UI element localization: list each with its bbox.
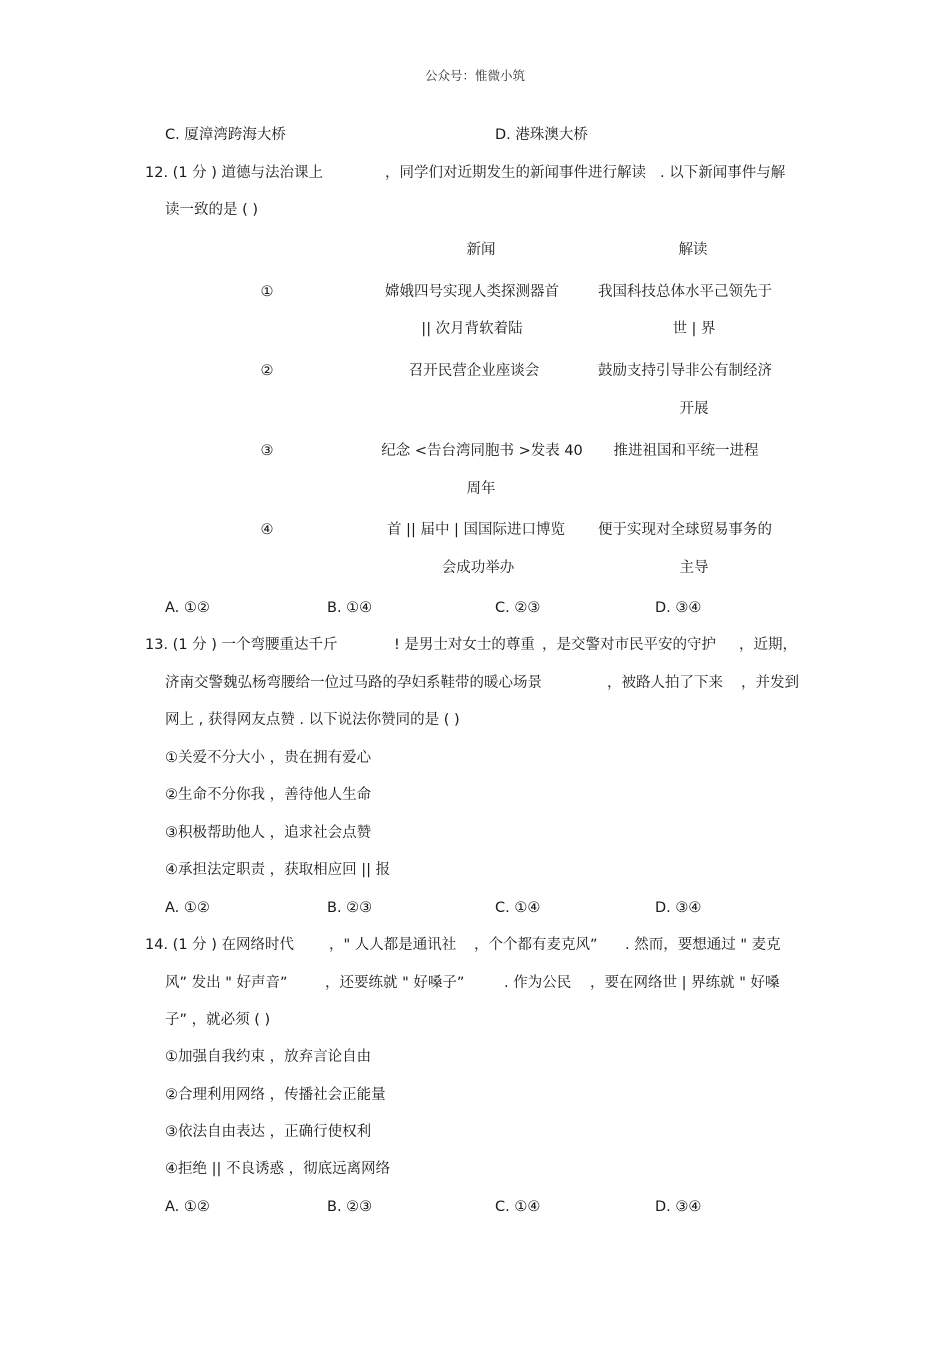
q12-option-d: D. ③④	[655, 600, 702, 616]
q13-item-2: ②生命不分你我 ，善待他人生命	[165, 787, 372, 803]
row-1-news-cont: || 次月背软着陆	[421, 321, 523, 337]
q13-stem-part1: 13. (1 分 ) 一个弯腰重达千斤	[145, 637, 338, 653]
q13-stem-part4: ，近期，	[739, 637, 797, 653]
row-1-number: ①	[260, 284, 274, 300]
q12-option-a: A. ①②	[165, 600, 210, 616]
page-header: 公众号：惟微小筑	[424, 68, 526, 83]
row-2-number: ②	[260, 363, 274, 379]
q14-stem-part1: 14. (1 分 ) 在网络时代	[145, 937, 295, 953]
row-1-interpretation-cont: 世 | 界	[672, 321, 716, 337]
row-3-news-cont: 周年	[466, 481, 496, 497]
q12-stem-part3: . 以下新闻事件与解	[660, 165, 786, 181]
row-1-interpretation: 我国科技总体水平己领先于	[598, 284, 772, 300]
q11-option-d: D. 港珠澳大桥	[495, 127, 588, 143]
row-4-number: ④	[260, 522, 274, 538]
q13-stem-line3: 网上 , 获得网友点赞 . 以下说法你赞同的是 ( )	[165, 712, 460, 728]
q12-option-b: B. ①④	[327, 600, 373, 616]
row-2-news: 召开民营企业座谈会	[408, 363, 540, 379]
q13-item-1: ①关爱不分大小 ，贵在拥有爱心	[165, 750, 372, 766]
row-1-news: 嫦娥四号实现人类探测器首	[385, 284, 559, 300]
q11-option-c: C. 厦漳湾跨海大桥	[165, 127, 286, 143]
q14-item-1: ①加强自我约束 ，放弃言论自由	[165, 1049, 372, 1065]
q13-item-4: ④承担法定职责 ，获取相应回 || 报	[165, 862, 391, 878]
q14-stem-line2-part2: ，还要练就 " 好嗓子ˮ	[325, 975, 465, 991]
row-3-interpretation: 推进祖国和平统一进程	[613, 443, 759, 459]
row-2-interpretation-cont: 开展	[679, 401, 709, 417]
row-3-news: 纪念 <告台湾同胞书 >发表 40	[381, 443, 583, 459]
q13-option-c: C. ①④	[495, 900, 541, 916]
q14-item-4: ④拒绝 || 不良诱惑 ，彻底远离网络	[165, 1161, 391, 1177]
q13-option-b: B. ②③	[327, 900, 373, 916]
q14-stem-part3: ，个个都有麦克风ˮ	[474, 937, 598, 953]
row-4-news-cont: 会成功举办	[441, 560, 515, 576]
q14-stem-line2-part4: ，要在网络世 | 界练就 " 好嗓	[590, 975, 780, 991]
q14-item-3: ③依法自由表达 ，正确行使权利	[165, 1124, 372, 1140]
q14-option-b: B. ②③	[327, 1199, 373, 1215]
q13-stem-line2-part1: 济南交警魏弘杨弯腰给一位过马路的孕妇系鞋带的暖心场景	[165, 675, 542, 691]
q12-stem-line2: 读一致的是 ( )	[165, 202, 259, 218]
q13-stem-line2-part3: ，并发到	[741, 675, 799, 691]
q14-item-2: ②合理利用网络 ，传播社会正能量	[165, 1087, 386, 1103]
q13-option-d: D. ③④	[655, 900, 702, 916]
row-4-interpretation: 便于实现对全球贸易事务的	[598, 522, 772, 538]
q14-stem-line2-part1: 风ˮ 发出 " 好声音ˮ	[165, 975, 288, 991]
q14-option-a: A. ①②	[165, 1199, 210, 1215]
q14-stem-line3: 子ˮ ，就必须 ( )	[165, 1012, 271, 1028]
row-3-number: ③	[260, 443, 274, 459]
q12-stem-part1: 12. (1 分 ) 道德与法治课上	[145, 165, 324, 181]
q14-stem-part2: ，" 人人都是通讯社	[329, 937, 457, 953]
row-2-interpretation: 鼓励支持引导非公有制经济	[598, 363, 772, 379]
q13-item-3: ③积极帮助他人 ，追求社会点赞	[165, 825, 372, 841]
q13-stem-line2-part2: ，被路人拍了下来	[607, 675, 723, 691]
row-4-news: 首 || 届中 | 国国际进口博览	[386, 522, 566, 538]
q13-stem-part3: ，是交警对市民平安的守护	[542, 637, 716, 653]
q12-stem-part2: ，同学们对近期发生的新闻事件进行解读	[385, 165, 646, 181]
q14-option-d: D. ③④	[655, 1199, 702, 1215]
q13-stem-part2: ! 是男士对女士的尊重	[394, 637, 535, 653]
table-header-news: 新闻	[466, 242, 496, 258]
table-header-interpretation: 解读	[678, 242, 708, 258]
q14-stem-part4: . 然而，要想通过 " 麦克	[625, 937, 781, 953]
q12-option-c: C. ②③	[495, 600, 541, 616]
q14-option-c: C. ①④	[495, 1199, 541, 1215]
row-4-interpretation-cont: 主导	[679, 560, 709, 576]
q14-stem-line2-part3: . 作为公民	[504, 975, 572, 991]
q13-option-a: A. ①②	[165, 900, 210, 916]
